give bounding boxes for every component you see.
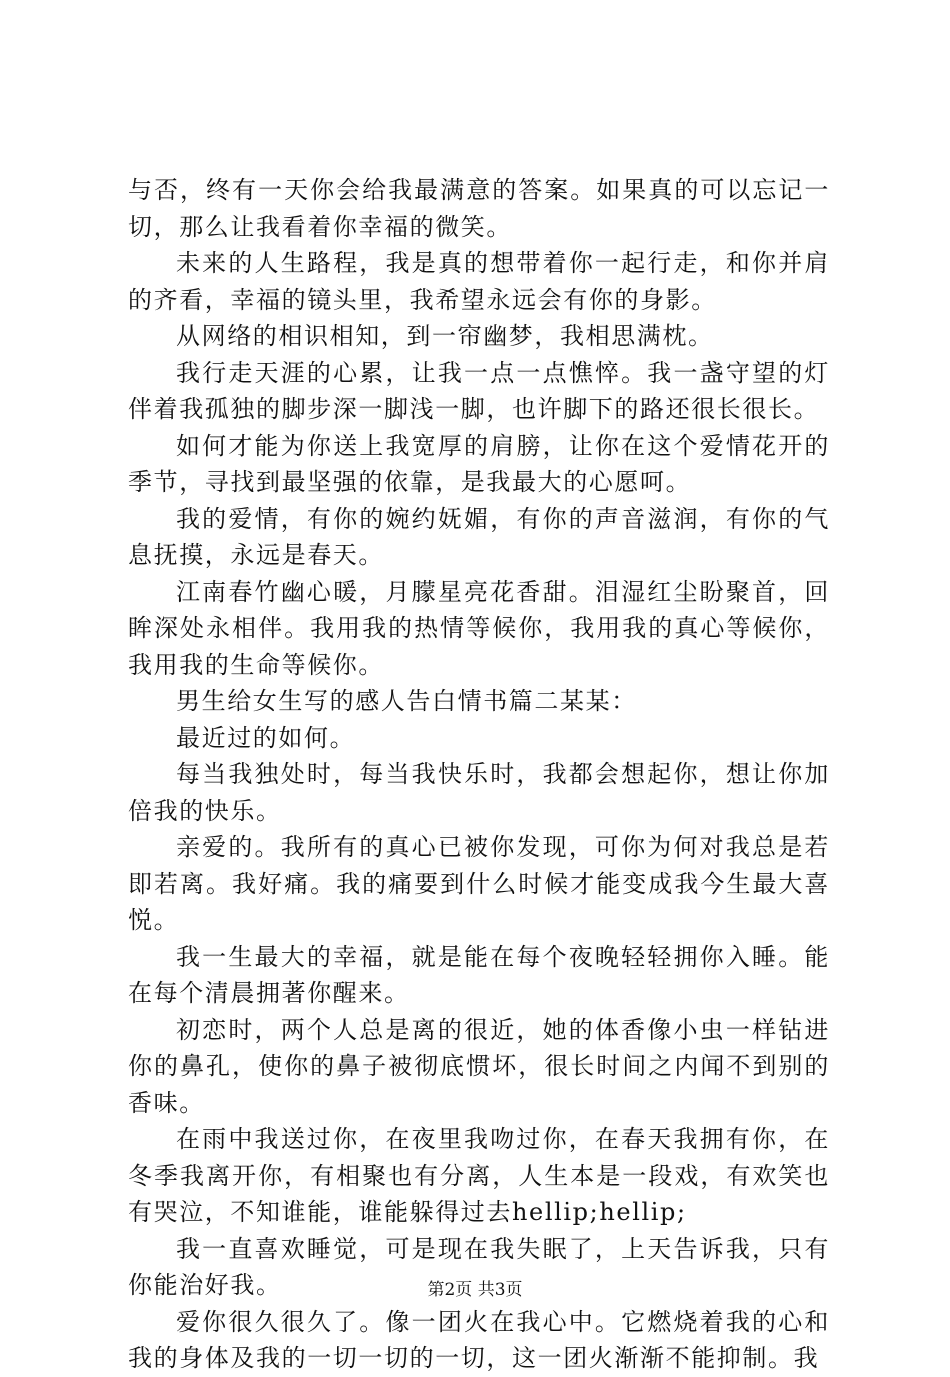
paragraph-2: 未来的人生路程，我是真的想带着你一起行走，和你并肩的齐看，幸福的镜头里，我希望永远会有你的身影。 xyxy=(128,249,830,314)
paragraph-3: 从网络的相识相知，到一帘幽梦，我相思满枕。 xyxy=(176,322,714,350)
section-heading: 男生给女生写的感人告白情书篇二某某： xyxy=(176,687,637,715)
paragraph-12: 我一生最大的幸福，就是能在每个夜晚轻轻拥你入睡。能在每个清晨拥著你醒来。 xyxy=(128,942,830,1007)
paragraph-6: 我的爱情，有你的婉约妩媚，有你的声音滋润，有你的气息抚摸，永远是春天。 xyxy=(128,504,830,569)
paragraph-1: 与否，终有一天你会给我最满意的答案。如果真的可以忘记一切，那么让我看着你幸福的微笑。 xyxy=(128,176,830,241)
paragraph-13: 初恋时，两个人总是离的很近，她的体香像小虫一样钻进你的鼻孔，使你的鼻子被彻底惯坏，很长时间之内闻不到别的香味。 xyxy=(128,1015,830,1117)
paragraph-5: 如何才能为你送上我宽厚的肩膀，让你在这个爱情花开的季节，寻找到最坚强的依靠，是我最大的心愿呵。 xyxy=(128,431,830,496)
paragraph-7: 江南春竹幽心暖，月朦星亮花香甜。泪湿红尘盼聚首，回眸深处永相伴。我用我的热情等候你，我用我的真心等候你，我用我的生命等候你。 xyxy=(128,577,830,679)
page-number-footer: 第2页 共3页 xyxy=(427,1280,523,1300)
document-body xyxy=(128,172,830,1377)
paragraph-4: 我行走天涯的心累，让我一点一点憔悴。我一盏守望的灯伴着我孤独的脚步深一脚浅一脚，也许脚下的路还很长很长。 xyxy=(128,358,830,423)
paragraph-14: 在雨中我送过你，在夜里我吻过你，在春天我拥有你，在冬季我离开你，有相聚也有分离，人生本是一段戏，有欢笑也有哭泣，不知谁能，谁能躲得过去hellip;hellip; xyxy=(128,1125,830,1226)
paragraph-11: 亲爱的。我所有的真心已被你发现，可你为何对我总是若即若离。我好痛。我的痛要到什么时候才能变成我今生最大喜悦。 xyxy=(128,833,830,934)
paragraph-10: 每当我独处时，每当我快乐时，我都会想起你，想让你加倍我的快乐。 xyxy=(128,760,830,825)
paragraph-16: 爱你很久很久了。像一团火在我心中。它燃烧着我的心和我的身体及我的一切一切的一切，这一团火渐渐不能抑制。我 xyxy=(128,1307,830,1372)
paragraph-9: 最近过的如何。 xyxy=(176,723,356,752)
paragraph-15: 我一直喜欢睡觉，可是现在我失眠了，上天告诉我，只有你能治好我。 xyxy=(128,1234,830,1299)
